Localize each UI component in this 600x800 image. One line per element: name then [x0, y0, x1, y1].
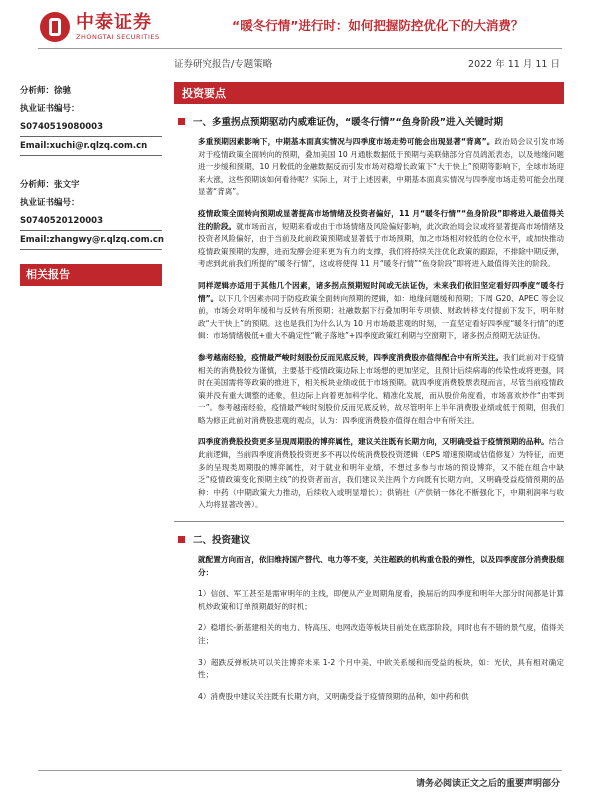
section2-heading [178, 532, 564, 546]
list-item: 3）超跌反弹板块可以关注博弈未来 1-2 个月中美、中欧关系缓和而受益的板块，如：光伏，具有相对确定性； [198, 657, 564, 680]
list-item: 1）信创、军工甚至是需审明年的主线，即便从产业周期角度看，换届后的四季度和明年大部分时间都是计算机炒政策和订单预期最好的时机； [198, 589, 564, 611]
main-content [174, 82, 564, 712]
paragraph: 疫情政策全面转向预期或显著提高市场情绪及投资者偏好，11 月“暖冬行情”“鱼身阶段”即将进入最值得关注的阶段。就市场而言，短期来看或由于市场情绪及风险偏好影响，此次政治局会议或将显著提高市场情绪及投资者风险偏好，由于当前及此前政策预期或显著低于市场预期，加之市场相对较低的仓位水平，或加快推动疫情政策预期的发酵，进而发酵会迎来更为有力的支撑，我们将持续关注优化政策的跟踪，不排除中期反弹，考虑到此前我们所提的“暖冬行情”，这或将使得 11 月“暖冬行情”“鱼身阶段”即将进入最值得关注的阶段。 [198, 208, 565, 269]
analyst-email[interactable]: Email:zhangwy@r.qlzq.com.cn [20, 235, 164, 245]
company-logo [40, 12, 160, 42]
paragraph: 同样逻辑亦适用于其他几个因素，诸多拐点预期短时间或无法证伪，未来我们依旧坚定看好四季度“暖冬行情”。以下几个因素亦同于防疫政策全面转向预期的逻辑，如：地缘问题缓和预期；下周 G20、APEC 等会议前，市场会对明年缓和与反转有所预期；社融数据下行叠加明年专项债、财政转移支付提前下发下，明年财政“大干快上”的预期。这也是我们为什么认为 10 月市场最悲观的时刻，一直坚定看好四季度“暖冬行情”的逻辑：市场情绪极低+重大不确定性“靴子落地”+四季度政策红利期与空窗期下，诸多拐点预期无法证伪。 [198, 280, 564, 341]
footer-disclaimer: 请务必阅读正文之后的重要声明部分 [415, 779, 560, 789]
section1-heading-text: 一、多重拐点预期驱动内威难证伪，“暖冬行情”“鱼身阶段”进入关键时期 [193, 117, 503, 128]
section2-heading-text: 二、投资建议 [193, 535, 251, 547]
analyst-email[interactable]: Email:xuchi@r.qlzq.com.cn [20, 141, 148, 151]
logo-en-text: ZHONGTAI SECURITIES [76, 33, 160, 41]
footer-divider [38, 770, 562, 771]
analyst-cert: 执业证书编号：S0740519080003 [20, 104, 104, 132]
paragraph: 多重预期因素影响下，中期基本面真实情况与四季度市场走势可能会出现显著“背离”。政治局会议引发市场对于疫情政策全面转向的预期，叠加美国 10 月通胀数据低于预期与美联储部分官员鸽派表态，以及地缘问题进一步缓和预期，10 月較低的金融数据反而引发市场对稳增长政策下“大干快上”预期等影响下，全球市场迎来大涨，这些预期该如何看待呢？实际上，对于上述因素，中期基本面真实情况与四季度市场走势可能会出现显著“背离”。 [198, 137, 564, 197]
paragraph: 四季度消费股投资更多呈现周期股的博弈属性，建议关注既有长期方向，又明确受益于疫情预期的品种。结合此前逻辑，当前四季度消费股投资更多不再以传统消费股投资逻辑（EPS 增速预期或估值修复）为特征，而更多的呈现类周期股的博弈属性，对于就业和明年业绩，不想过多参与市场的预设博弈，又不能在组合中缺乏“疫情政策变化预期主线”的投资者而言，我们建议关注两个方向既有长期方向，又明确受益疫情预期的品种：中药（中期政策大力推动，后续收入或明显增长）；供销社（产供销一体化不断强化下，中期利润率与收入均将显著改善）。 [198, 437, 565, 510]
analyst-name: 分析师：徐驰 [20, 86, 72, 96]
section1-heading [178, 114, 564, 128]
summary-bar: 投资要点 [174, 82, 564, 104]
analyst-sidebar [20, 82, 162, 286]
related-reports-label: 相关报告 [20, 264, 162, 286]
bullet-square-icon [178, 118, 185, 125]
report-type: 证券研究报告/专题策略 [174, 59, 273, 70]
section-divider [174, 521, 564, 522]
divider [20, 249, 162, 250]
report-title: “暖冬行情”进行时：如何把握防控优化下的大消费？ [232, 18, 524, 33]
header-divider [38, 48, 562, 49]
report-date: 2022 年 11 月 11 日 [468, 59, 560, 70]
logo-cn-text: 中泰证券 [76, 12, 152, 33]
paragraph: 参考越南经验，疫情最严峻时刻股份反而见底反转，四季度消费股亦值得配合中有所关注。我们此前对于疫情相关的消费股较为谨慎，主要基于疫情政策边际上市场想的更加坚定，且预计后续病毒的传染性或将更强，同时在美国需将等政策的推进下，相关板块业绩或低于市场预期。就四季度消费股票表现而言，尽管当前疫情政策并没有重大调整的迹象，但边际上向着更加科学化、精准化发展，而从股价角度看，市场喜欢炒作“由零到一”。参考越南经验，疫情最严峻时刻股价反而见底反转，故尽管明年上半年消费股业绩或低于预期，但我们略为修正此前对消费股悲观的观点，认为：四季度消费股亦值得在组合中有所关注。 [198, 352, 565, 425]
analyst-cert: 执业证书编号：S0740520120003 [20, 198, 104, 226]
list-item: 4）消费股中建议关注既有长期方向，又明确受益于疫情预期的品种，如中药和供 [198, 691, 469, 701]
logo-icon [40, 12, 70, 42]
analyst-name: 分析师：张文宇 [20, 180, 80, 190]
paragraph: 就配置方向而言，依旧维持国产替代、电力等不变，关注超跌的机构重仓股的弹性，以及四季度部分消费股细分： [198, 555, 564, 577]
bullet-square-icon [178, 536, 185, 543]
list-item: 2）稳增长-新基建相关的电力、特高压、电网改造等板块目前处在底部阶段，同时也有不错的景气度，值得关注； [198, 623, 564, 645]
